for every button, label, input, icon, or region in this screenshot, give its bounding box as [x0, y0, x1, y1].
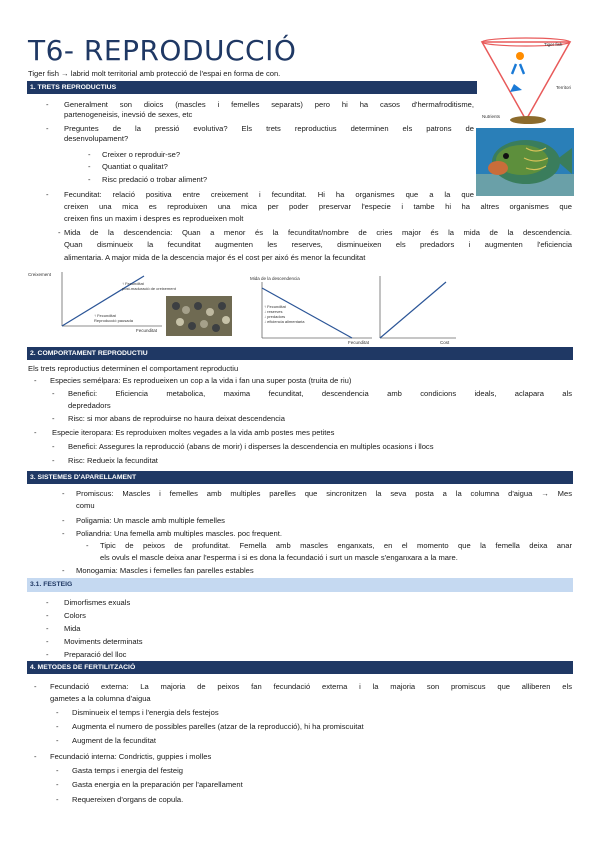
s3-bullet-3: Poliandria: Una femella amb multiples mascles. poc frequent. — [76, 529, 282, 538]
s1-bullet-3-cont: creixen una mica es reproduixen una mica per poder preservar l'especie i tambe hi ha altres organismes que — [64, 202, 572, 211]
graph2-label-2: ↓ reserves — [264, 309, 283, 314]
s2-bullet-2: Especie iteropara: Es reproduixen moltes vegades a la vida amb postes mes petites — [52, 428, 335, 437]
s3-bullet-1: Promiscus: Mascles i femelles amb multiples parelles que sincronitzen la seva posta a la columna d'aigua → Mes — [76, 489, 572, 498]
s4-bullet-1: Fecundació externa: La majoria de peixos fan fecundació externa i la majoria son promiscus que alliberen els — [50, 682, 572, 691]
s31-item-1: Dimorfismes exuals — [64, 598, 131, 607]
s1-bullet-4: Mida de la descendencia: Quan a menor és la fecunditat/nombre de cries major és la mida de la descendencia. — [64, 228, 572, 237]
section-4-header: 4. METODES DE FERTILITZACIÓ — [27, 661, 573, 674]
s3-bullet-4: Monogamia: Mascles i femelles fan parelles estables — [76, 566, 254, 575]
s2-bullet-1: Especies semélpara: Es reprodueixen un cop a la vida i fan una super posta (truita de riu) — [50, 376, 352, 385]
s2-bullet-1-sub-1-cont: depredadors — [68, 401, 111, 410]
graph1-label-bottom: ↑ Fecunditat — [94, 313, 116, 318]
s2-bullet-1-sub-1: Benefici: Eficiencia metabolica, maxima fecunditat, descendencia amb condicions ideals, aclapara als — [68, 389, 572, 398]
s4-bullet-1-cont: gametes a la columna d'aigua — [50, 694, 151, 703]
cone-bottom-label: Nutrients — [482, 114, 501, 119]
s1-bullet-1-cont: partenogeneisis, inevsió de sexes, etc — [64, 110, 193, 119]
section-3-1-header: 3.1. FESTEIG — [27, 578, 573, 592]
s3-bullet-1-cont: comu — [76, 501, 95, 510]
s1-bullet-2-cont: desenvolupament? — [64, 134, 129, 143]
s4-bullet-2-sub-3: Requereixen d'organs de copula. — [72, 795, 184, 804]
cone-diagram — [476, 36, 576, 128]
s1-bullet-1: Generalment son dioics (mascles i femelles separats) pero hi ha casos d'hermafroditisme, — [64, 100, 474, 109]
triggerfish-photo — [476, 128, 574, 196]
s4-bullet-1-sub-3: Augment de la fecunditat — [72, 736, 157, 745]
s3-bullet-2: Poligamia: Un mascle amb multiple femelles — [76, 516, 225, 525]
page-title: T6- REPRODUCCIÓ — [28, 34, 297, 67]
s31-item-4: Moviments determinats — [64, 637, 143, 646]
s2-bullet-2-sub-1: Benefici: Assegures la reproducció (abans de morir) i disperses la descendencia en multiples ocasions i llocs — [68, 442, 434, 451]
fish-eggs-photo — [166, 296, 232, 336]
graph2-ylabel: Mida de la descendencia — [250, 276, 300, 281]
graph2-label-1: ↑ Fecunditat — [264, 304, 286, 309]
graph1-ylabel: Creixement — [28, 272, 52, 277]
section-3-header: 3. SISTEMES D'APARELLAMENT — [27, 471, 573, 484]
intro-text: Tiger fish → labrid molt territorial amb protecció de l'espai en forma de con. — [28, 69, 281, 78]
graph1-label-bottom-2: Reproducció pausada — [94, 318, 133, 323]
nest-icon — [510, 116, 546, 124]
graph1-label-top: ↑ Fecunditat — [122, 281, 144, 286]
offspring-size-graph — [248, 274, 374, 346]
graph2-label-4: ↓ eficiencia alimentaria — [264, 319, 305, 324]
cost-graph — [376, 272, 458, 346]
trend-line — [380, 282, 446, 338]
s1-bullet-4-cont2: alimentaria. A major mida de la descencia major és el cost per aixó és menor la fecunditat — [64, 253, 366, 262]
section-1-header: 1. TRETS REPRODUCTIUS — [27, 81, 477, 94]
s4-bullet-2-sub-2: Gasta energia en la preparación per l'aparellament — [72, 780, 243, 789]
s1-bullet-3: Fecunditat: relació positiva entre creixement i fecunditat. Hi ha organismes que a la que — [64, 190, 474, 199]
s1-bullet-4-cont: Quan disminueix la fecunditat augmenten les reserves, disminueixen els predadors i augmenten l'eficiencia — [64, 240, 572, 249]
graph2-xlabel: Fecunditat — [348, 340, 370, 345]
cone-shape — [482, 42, 570, 120]
s1-question-3: Risc predació o trobar aliment? — [102, 175, 208, 184]
diver-icon — [512, 64, 524, 74]
s31-item-3: Mida — [64, 624, 81, 633]
s3-bullet-3-sub: Tipic de peixos de profunditat. Femella amb mascles enganxats, en el momento que la femella deixa anar — [100, 541, 572, 550]
s31-item-5: Preparació del lloc — [64, 650, 127, 659]
cone-side-label: Territori — [556, 85, 572, 90]
fish-icon — [516, 52, 524, 60]
s3-bullet-3-sub-cont: els ovuls el mascle deixa anar l'esperma i si es dona la fecundació i surt un mascle s'enganxara a la mare. — [100, 553, 458, 562]
s2-intro: Els trets reproductius determinen el comportament reproductiu — [28, 364, 239, 373]
cone-top-label: Tiger fish — [544, 42, 563, 47]
s4-bullet-2: Fecundació interna: Condrictis, guppies i molles — [50, 752, 212, 761]
s1-question-2: Quantiat o qualitat? — [102, 162, 168, 171]
graph2-label-3: ↓ predadors — [264, 314, 286, 319]
s1-question-1: Creixer o reproduir-se? — [102, 150, 181, 159]
graph1-label-top-2: post-maduració de creixement — [122, 286, 176, 291]
graph3-xlabel: Cost — [440, 340, 450, 345]
s4-bullet-1-sub-2: Augmenta el numero de possibles parelles (atzar de la reproducció), hi ha promiscuitat — [72, 722, 364, 731]
growth-fecundity-graph — [26, 268, 176, 334]
graph1-xlabel: Fecunditat — [136, 328, 158, 333]
s1-bullet-2: Preguntes de la pressió evolutiva? Els trets reproductius determinen els patrons de — [64, 124, 474, 133]
s4-bullet-1-sub-1: Disminueix el temps i l'energia dels festejos — [72, 708, 219, 717]
s2-bullet-2-sub-2: Risc: Redueix la fecunditat — [68, 456, 158, 465]
s1-bullet-3-cont2: creixen fins un maxim i despres es reprodueixen molt — [64, 214, 244, 223]
s31-item-2: Colors — [64, 611, 86, 620]
section-2-header: 2. COMPORTAMENT REPRODUCTIU — [27, 347, 573, 360]
s2-bullet-1-sub-2: Risc: si mor abans de reproduirse no haura deixat descendencia — [68, 414, 285, 423]
s4-bullet-2-sub-1: Gasta temps i energia del festeig — [72, 766, 184, 775]
